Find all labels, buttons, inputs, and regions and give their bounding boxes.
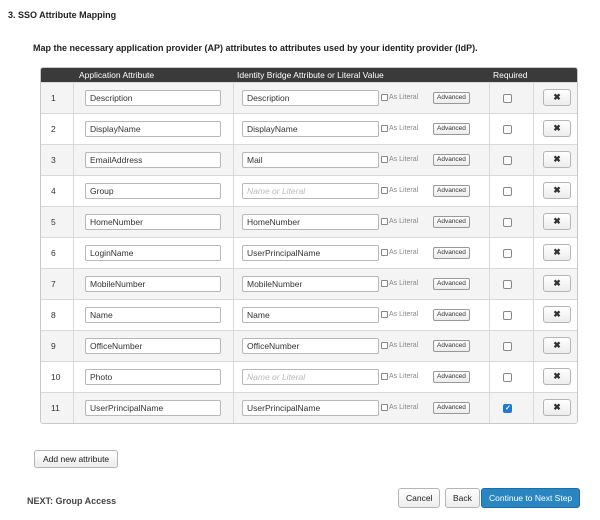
column-divider [533,176,534,206]
row-number: 5 [51,217,56,227]
row-number: 6 [51,248,56,258]
column-divider [233,269,234,299]
column-divider [533,145,534,175]
checkbox-box[interactable] [381,249,388,256]
delete-row-button[interactable] [543,306,571,323]
column-divider [533,238,534,268]
column-divider [233,362,234,392]
idp-attribute-input[interactable] [242,369,379,385]
table-row [41,299,577,330]
as-literal-checkbox[interactable] [381,218,418,225]
column-divider [233,145,234,175]
column-divider [489,393,490,423]
as-literal-checkbox[interactable] [381,373,418,380]
required-checkbox[interactable] [503,187,512,196]
advanced-button[interactable]: Advanced [433,123,470,135]
delete-row-button[interactable] [543,368,571,385]
as-literal-label: As Literal [389,218,419,225]
column-divider [73,269,74,299]
back-button[interactable]: Back [445,488,480,508]
column-divider [489,300,490,330]
as-literal-label: As Literal [389,373,419,380]
as-literal-label: As Literal [389,94,419,101]
as-literal-label: As Literal [389,311,419,318]
advanced-button[interactable]: Advanced [433,371,470,383]
delete-row-button[interactable] [543,182,571,199]
as-literal-label: As Literal [389,125,419,132]
checkbox-box[interactable] [381,311,388,318]
close-icon: ✖ [553,92,561,102]
column-divider [233,207,234,237]
column-divider [533,362,534,392]
column-divider [489,145,490,175]
advanced-button[interactable]: Advanced [433,309,470,321]
table-row [41,330,577,361]
app-attribute-input[interactable] [85,183,221,199]
column-divider [533,300,534,330]
checkbox-box[interactable] [381,404,388,411]
table-row [41,144,577,175]
required-checkbox[interactable] [503,280,512,289]
required-checkbox[interactable] [503,373,512,382]
table-row [41,237,577,268]
delete-row-button[interactable] [543,275,571,292]
as-literal-label: As Literal [389,280,419,287]
column-divider [489,331,490,361]
column-divider [489,238,490,268]
as-literal-checkbox[interactable] [381,249,418,256]
column-divider [73,114,74,144]
checkbox-box[interactable] [381,187,388,194]
as-literal-label: As Literal [389,342,419,349]
as-literal-checkbox[interactable] [381,404,418,411]
row-number: 4 [51,186,56,196]
delete-row-button[interactable] [543,151,571,168]
column-divider [489,207,490,237]
idp-attribute-input[interactable] [242,245,379,261]
column-divider [73,393,74,423]
as-literal-checkbox[interactable] [381,342,418,349]
app-attribute-input[interactable] [85,400,221,416]
column-divider [233,393,234,423]
column-divider [73,145,74,175]
as-literal-checkbox[interactable] [381,311,418,318]
required-checkbox[interactable] [503,218,512,227]
column-divider [233,331,234,361]
advanced-button[interactable]: Advanced [433,247,470,259]
advanced-button[interactable]: Advanced [433,278,470,290]
column-divider [533,207,534,237]
close-icon: ✖ [553,123,561,133]
idp-attribute-input[interactable] [242,183,379,199]
app-attribute-input[interactable] [85,90,221,106]
delete-row-button[interactable] [543,399,571,416]
column-divider [73,83,74,113]
table-row [41,361,577,392]
row-number: 2 [51,124,56,134]
close-icon: ✖ [553,154,561,164]
checkbox-box[interactable] [381,342,388,349]
close-icon: ✖ [553,402,561,412]
as-literal-label: As Literal [389,404,419,411]
as-literal-label: As Literal [389,249,419,256]
idp-attribute-input[interactable] [242,121,379,137]
delete-row-button[interactable] [543,337,571,354]
close-icon: ✖ [553,247,561,257]
close-icon: ✖ [553,278,561,288]
column-divider [233,83,234,113]
row-number: 8 [51,310,56,320]
table-body [41,82,577,423]
app-attribute-input[interactable] [85,245,221,261]
column-divider [489,176,490,206]
checkbox-box[interactable] [381,373,388,380]
required-checkbox[interactable] [503,156,512,165]
app-attribute-input[interactable] [85,338,221,354]
next-step-label: NEXT: Group Access [27,496,117,506]
advanced-button[interactable]: Advanced [433,154,470,166]
app-attribute-input[interactable] [85,369,221,385]
column-divider [489,362,490,392]
row-number: 11 [51,403,60,413]
add-new-attribute-button[interactable]: Add new attribute [34,450,118,468]
column-divider [233,300,234,330]
table-row [41,175,577,206]
idp-attribute-input[interactable] [242,214,379,230]
column-divider [73,207,74,237]
app-attribute-input[interactable] [85,276,221,292]
close-icon: ✖ [553,309,561,319]
advanced-button[interactable]: Advanced [433,185,470,197]
column-divider [489,114,490,144]
table-row [41,268,577,299]
idp-attribute-input[interactable] [242,307,379,323]
header-idp-attribute: Identity Bridge Attribute or Literal Value [237,70,384,80]
idp-attribute-input[interactable] [242,400,379,416]
app-attribute-input[interactable] [85,307,221,323]
column-divider [233,238,234,268]
as-literal-checkbox[interactable] [381,94,418,101]
required-checkbox[interactable] [503,125,512,134]
idp-attribute-input[interactable] [242,90,379,106]
app-attribute-input[interactable] [85,121,221,137]
idp-attribute-input[interactable] [242,338,379,354]
idp-attribute-input[interactable] [242,152,379,168]
advanced-button[interactable]: Advanced [433,216,470,228]
as-literal-label: As Literal [389,156,419,163]
column-divider [533,114,534,144]
column-divider [233,176,234,206]
delete-row-button[interactable] [543,244,571,261]
column-divider [73,300,74,330]
row-number: 9 [51,341,56,351]
checkbox-box[interactable] [381,156,388,163]
idp-attribute-input[interactable] [242,276,379,292]
column-divider [73,176,74,206]
delete-row-button[interactable] [543,120,571,137]
close-icon: ✖ [553,371,561,381]
close-icon: ✖ [553,185,561,195]
row-number: 3 [51,155,56,165]
as-literal-checkbox[interactable] [381,125,418,132]
header-required: Required [493,70,528,80]
section-title: 3. SSO Attribute Mapping [8,10,117,20]
column-divider [533,331,534,361]
column-divider [73,331,74,361]
as-literal-checkbox[interactable] [381,280,418,287]
row-number: 10 [51,372,61,382]
checkbox-box[interactable] [381,280,388,287]
table-row [41,392,577,423]
app-attribute-input[interactable] [85,214,221,230]
as-literal-checkbox[interactable] [381,156,418,163]
checkbox-box[interactable] [381,125,388,132]
checkbox-box[interactable] [381,218,388,225]
advanced-button[interactable]: Advanced [433,92,470,104]
column-divider [73,238,74,268]
column-divider [533,393,534,423]
column-divider [233,114,234,144]
app-attribute-input[interactable] [85,152,221,168]
table-row [41,206,577,237]
subtitle: Map the necessary application provider (AP) attributes to attributes used by your identity provider (IdP). [33,43,478,53]
close-icon: ✖ [553,216,561,226]
column-divider [489,83,490,113]
attribute-mapping-table [40,67,578,424]
header-app-attribute: Application Attribute [79,70,155,80]
as-literal-checkbox[interactable] [381,187,418,194]
required-checkbox[interactable] [503,94,512,103]
delete-row-button[interactable] [543,213,571,230]
continue-button[interactable]: Continue to Next Step [481,488,580,508]
row-number: 7 [51,279,56,289]
column-divider [533,83,534,113]
column-divider [73,362,74,392]
required-checkbox[interactable] [503,404,512,413]
table-header [41,68,577,82]
required-checkbox[interactable] [503,311,512,320]
required-checkbox[interactable] [503,342,512,351]
table-row [41,113,577,144]
required-checkbox[interactable] [503,249,512,258]
cancel-button[interactable]: Cancel [398,488,440,508]
checkbox-box[interactable] [381,94,388,101]
advanced-button[interactable]: Advanced [433,340,470,352]
delete-row-button[interactable] [543,89,571,106]
column-divider [489,269,490,299]
advanced-button[interactable]: Advanced [433,402,470,414]
row-number: 1 [51,93,56,103]
close-icon: ✖ [553,340,561,350]
as-literal-label: As Literal [389,187,419,194]
table-row [41,82,577,113]
column-divider [533,269,534,299]
